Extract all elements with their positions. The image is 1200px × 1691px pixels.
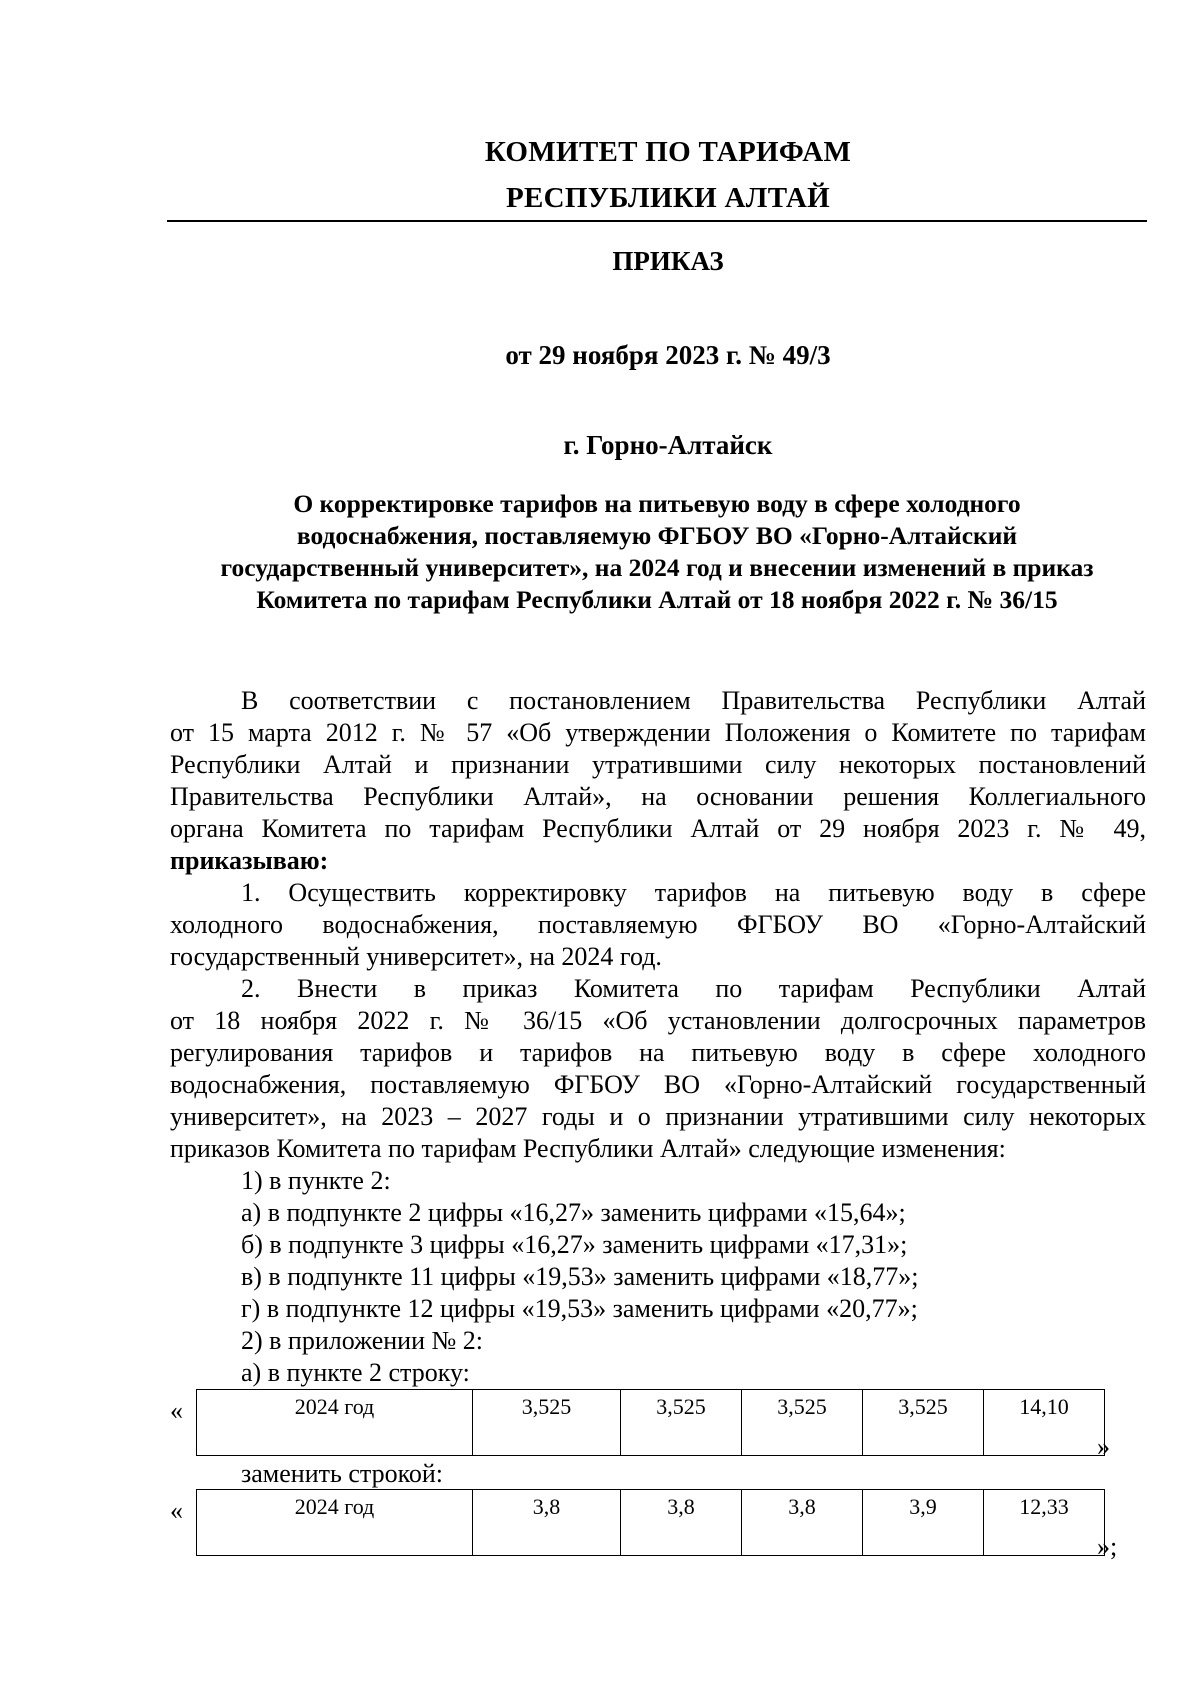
sub-item: а) в подпункте 2 цифры «16,27» заменить цифрами «15,64»;	[241, 1198, 906, 1227]
close-quote: »;	[1097, 1532, 1118, 1561]
table-cell-year: 2024 год	[197, 1390, 473, 1456]
table-cell-year: 2024 год	[197, 1490, 473, 1556]
table-row	[197, 1490, 1105, 1556]
document-title	[168, 488, 1146, 616]
document-city: г. Горно-Алтайск	[563, 430, 773, 460]
sub-item: 2) в приложении № 2:	[241, 1326, 484, 1355]
preamble-line: органа Комитета по тарифам Республики Алтай от 29 ноября 2023 г. № 49,	[170, 814, 1146, 843]
title-line: О корректировке тарифов на питьевую воду в сфере холодного	[293, 489, 1021, 518]
title-line: Комитета по тарифам Республики Алтай от 18 ноября 2022 г. № 36/15	[256, 585, 1058, 614]
item-2-line: 2. Внести в приказ Комитета по тарифам Республики Алтай	[241, 974, 1146, 1003]
item-2-line: приказов Комитета по тарифам Республики Алтай» следующие изменения:	[170, 1134, 1006, 1163]
table-cell-total: 14,10	[984, 1390, 1105, 1456]
preamble-line: Правительства Республики Алтай», на основании решения Коллегиального	[170, 782, 1146, 811]
table-cell: 3,525	[863, 1390, 984, 1456]
sub-item: 1) в пункте 2:	[241, 1166, 391, 1195]
table-cell-total: 12,33	[984, 1490, 1105, 1556]
table-cell: 3,525	[742, 1390, 863, 1456]
table-cell: 3,8	[742, 1490, 863, 1556]
table-cell: 3,525	[473, 1390, 621, 1456]
item-1-line: холодного водоснабжения, поставляемую ФГБОУ ВО «Горно-Алтайский	[170, 910, 1146, 939]
title-line: государственный университет», на 2024 год и внесении изменений в приказ	[220, 553, 1094, 582]
table-cell: 3,525	[621, 1390, 742, 1456]
header-divider	[167, 220, 1147, 222]
item-2-line: от 18 ноября 2022 г. № 36/15 «Об установлении долгосрочных параметров	[170, 1006, 1146, 1035]
item-2-line: водоснабжения, поставляемую ФГБОУ ВО «Горно-Алтайский государственный	[170, 1070, 1146, 1099]
document-type: ПРИКАЗ	[612, 246, 724, 276]
table-row	[197, 1390, 1105, 1456]
preamble-line: от 15 марта 2012 г. № 57 «Об утверждении Положения о Комитете по тарифам	[170, 718, 1146, 747]
new-tariff-row-table	[196, 1489, 1105, 1556]
table-cell: 3,8	[621, 1490, 742, 1556]
title-line: водоснабжения, поставляемую ФГБОУ ВО «Горно-Алтайский	[296, 521, 1018, 550]
open-quote: «	[170, 1396, 183, 1425]
table-cell: 3,9	[863, 1490, 984, 1556]
item-1-line: 1. Осуществить корректировку тарифов на питьевую воду в сфере	[241, 878, 1146, 907]
org-name-line-2: РЕСПУБЛИКИ АЛТАЙ	[505, 182, 831, 214]
preamble-line: В соответствии с постановлением Правительства Республики Алтай	[241, 686, 1146, 715]
sub-item: а) в пункте 2 строку:	[241, 1358, 470, 1387]
close-quote: »	[1097, 1432, 1110, 1461]
item-2-line: университет», на 2023 – 2027 годы и о признании утратившими силу некоторых	[170, 1102, 1146, 1131]
sub-item: б) в подпункте 3 цифры «16,27» заменить цифрами «17,31»;	[241, 1230, 908, 1259]
old-tariff-row-table	[196, 1389, 1105, 1456]
open-quote: «	[170, 1496, 183, 1525]
item-1-line: государственный университет», на 2024 год.	[170, 942, 662, 971]
replace-with-text: заменить строкой:	[241, 1459, 444, 1488]
sub-item: в) в подпункте 11 цифры «19,53» заменить цифрами «18,77»;	[241, 1262, 919, 1291]
item-2-line: регулирования тарифов и тарифов на питьевую воду в сфере холодного	[170, 1038, 1146, 1067]
sub-item: г) в подпункте 12 цифры «19,53» заменить цифрами «20,77»;	[241, 1294, 918, 1323]
preamble-line: Республики Алтай и признании утратившими силу некоторых постановлений	[170, 750, 1146, 779]
org-name-line-1: КОМИТЕТ ПО ТАРИФАМ	[484, 136, 852, 168]
document-date-number: от 29 ноября 2023 г. № 49/3	[505, 340, 831, 370]
table-cell: 3,8	[473, 1490, 621, 1556]
order-word: приказываю:	[170, 846, 329, 875]
